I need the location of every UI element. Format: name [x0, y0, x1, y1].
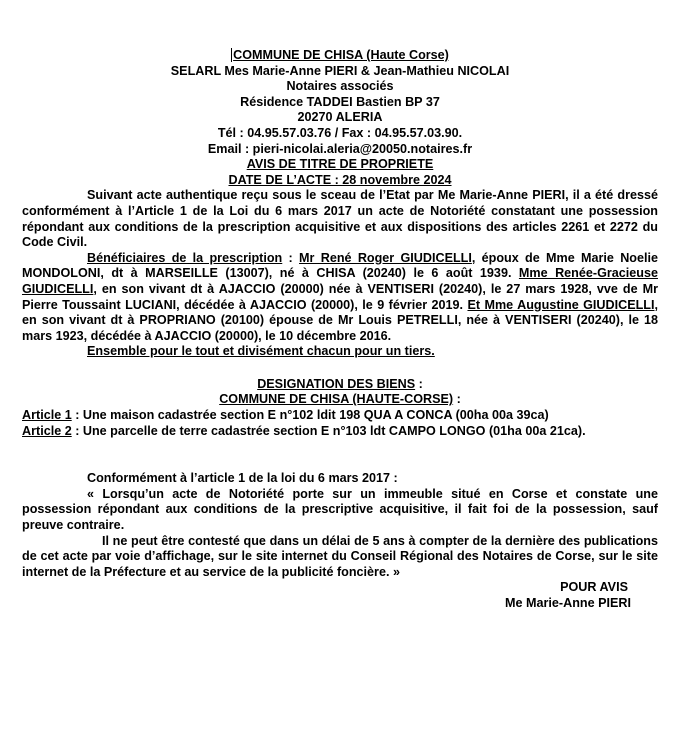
date-acte: DATE DE L’ACTE : 28 novembre 2024 [228, 172, 452, 187]
header-notaires: Notaires associés [286, 79, 394, 94]
spacer [22, 455, 658, 471]
legal-notice [22, 48, 658, 612]
ensemble-line: Ensemble pour le tout et divisément chacun pour un tiers. [87, 344, 435, 359]
beneficiaires-paragraph: Bénéficiaires de la prescription : Mr René Roger GIUDICELLI, époux de Mme Marie Noelie MONDOLONI, dt à MARSEILLE (13007), né à CHISA (20240) le 6 août 1939. Mme Renée-Gracieuse GIUDICELLI, en son vivant dt à AJACCIO (20000) née à VENTISERI (20240), le 27 mars 1928, vve de Mr Pierre Toussaint LUCIANI, décédée à AJACCIO (20000), le 9 février 2019. Et Mme Augustine GIUDICELLI, en son vivant dt à PROPRIANO (20100) épouse de Mr Louis PETRELLI, née à VENTISERI (20240), le 18 mars 1923, décédée à AJACCIO (20000), le 10 décembre 2016. [22, 250, 658, 343]
article-2: Article 2 : Une parcelle de terre cadastrée section E n°103 ldt CAMPO LONGO (01ha 00a 21ca). [22, 423, 586, 438]
beneficiary-3-name: Et Mme Augustine GIUDICELLI [467, 297, 655, 312]
beneficiaires-label: Bénéficiaires de la prescription [87, 250, 283, 265]
header-residence: Résidence TADDEI Bastien BP 37 [240, 94, 440, 109]
signature-name: Me Marie-Anne PIERI [505, 596, 631, 610]
legal-intro: Conformément à l’article 1 de la loi du 6 mars 2017 : [87, 471, 398, 486]
beneficiary-2-name: Mme Renée-Gracieuse GIUDICELLI [22, 266, 658, 296]
header-etude: SELARL Mes Marie-Anne PIERI & Jean-Mathieu NICOLAI [170, 63, 510, 78]
avis-title: AVIS DE TITRE DE PROPRIETE [246, 157, 434, 172]
header-tel: Tél : 04.95.57.03.76 / Fax : 04.95.57.03.90. [217, 125, 463, 140]
article-1: Article 1 : Une maison cadastrée section E n°102 ldit 198 QUA A CONCA (00ha 00a 39ca) [22, 408, 549, 423]
header-commune: COMMUNE DE CHISA (Haute Corse) [233, 48, 449, 62]
legal-quote-2: Il ne peut être contesté que dans un délai de 5 ans à compter de la dernière des publications de cet acte par voie d’affichage, sur le site internet du Conseil Régional des Notaires de Corse, sur le site internet de la Préfecture et au service de la publicité foncière. » [22, 533, 658, 579]
spacer [22, 439, 658, 455]
intro-paragraph: Suivant acte authentique reçu sous le sceau de l’Etat par Me Marie-Anne PIERI, il a été dressé conformément à l’Article 1 de la Loi du 6 mars 2017 un acte de Notoriété constatant une possession répondant aux conditions de la prescription acquisitive et aux dispositions des articles 2261 et 2272 du Code Civil. [22, 188, 658, 250]
beneficiary-1-name: Mr René Roger GIUDICELLI [299, 250, 472, 265]
header-ville: 20270 ALERIA [297, 110, 383, 125]
spacer [22, 360, 658, 377]
designation-commune: COMMUNE DE CHISA (HAUTE-CORSE) : [219, 392, 461, 407]
header-email: Email : pieri-nicolai.aleria@20050.notaires.fr [207, 141, 473, 156]
legal-quote-1: « Lorsqu’un acte de Notoriété porte sur un immeuble situé en Corse et constate une possession répondant aux conditions de la prescriptive acquisitive, il fait foi de la possession, sauf preuve contraire. [22, 486, 658, 533]
designation-title: DESIGNATION DES BIENS : [257, 376, 423, 391]
pour-avis: POUR AVIS [560, 580, 628, 595]
